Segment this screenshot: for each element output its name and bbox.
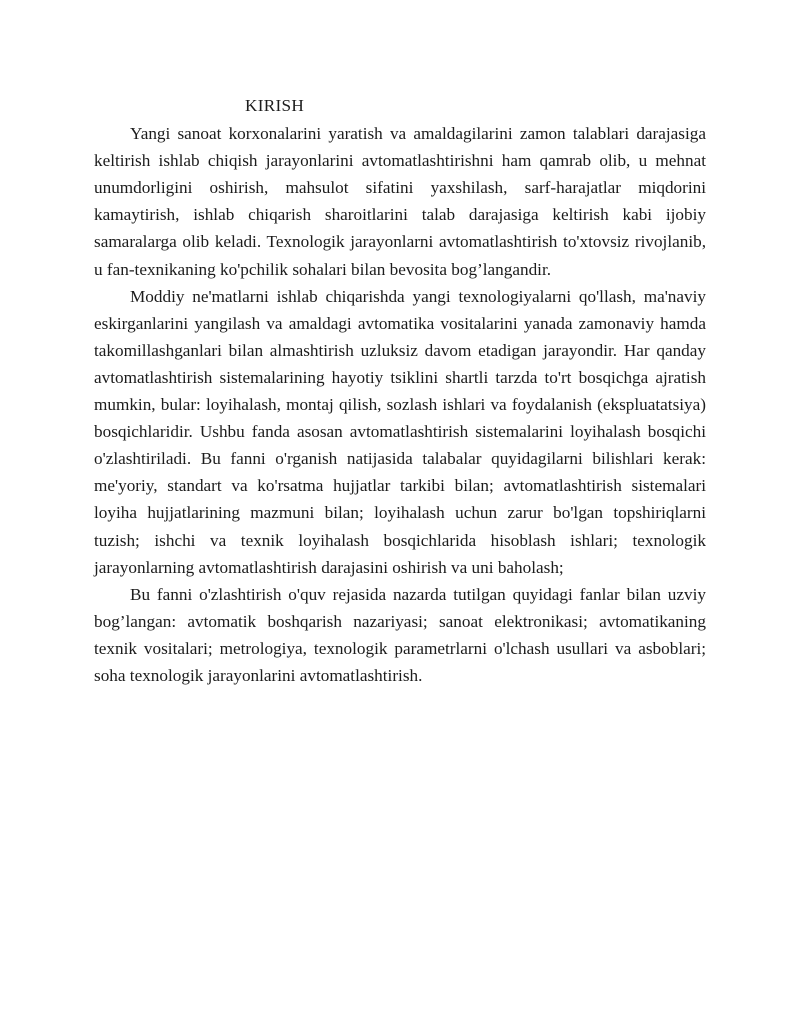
- paragraph-related-subjects: Bu fanni o'zlashtirish o'quv rejasida nazarda tutilgan quyidagi fanlar bilan uzviy bog’langan: avtomatik boshqarish nazariyasi; sanoat elektronikasi; avtomatikaning texnik vositalari; metrologiya, texnologik parametrlarni o'lchash usullari va asboblari; soha texnologik jarayonlarini avtomatlashtirish.: [94, 584, 706, 685]
- paragraph-intro: Yangi sanoat korxonalarini yaratish va amaldagilarini zamon talablari darajasiga keltirish ishlab chiqish jarayonlarini avtomatlashtirishni ham qamrab olib, u mehnat unumdorligini oshirish, mahsulot sifatini yaxshilash, sarf-harajatlar miqdorini kamaytirish, ishlab chiqarish sharoitlarini talab darajasiga keltirish kabi ijobiy samaralarga olib keladi. Texnologik jarayonlarni avtomatlashtirish to'xtovsiz rivojlanib, u fan-texnikaning ko'pchilik sohalari bilan bevosita bog’langandir.: [94, 124, 706, 279]
- document-body: [94, 92, 706, 689]
- paragraph-lifecycle: Moddiy ne'matlarni ishlab chiqarishda yangi texnologiyalarni qo'llash, ma'naviy eskirganlarini yangilash va amaldagi avtomatika vositalarini yanada zamonaviy hamda takomillashganlari bilan almashtirish uzluksiz davom etadigan jarayondir. Har qanday avtomatlashtirish sistemalarining hayotiy tsiklini shartli tarzda to'rt bosqichga ajratish mumkin, bular: loyihalash, montaj qilish, sozlash ishlari va foydalanish (ekspluatatsiya) bosqichlaridir. Ushbu fanda asosan avtomatlashtirish sistemalarini loyihalash bosqichi o'zlashtiriladi. Bu fanni o'rganish natijasida talabalar quyidagilarni bilishlari kerak: me'yoriy, standart va ko'rsatma hujjatlar tarkibi bilan; avtomatlashtirish sistemalari loyiha hujjatlarining mazmuni bilan; loyihalash uchun zarur bo'lgan topshiriqlarni tuzish; ishchi va texnik loyihalash bosqichlarida hisoblash ishlari; texnologik jarayonlarning avtomatlashtirish darajasini oshirish va uni baholash;: [94, 286, 706, 577]
- document-title: KIRISH: [245, 96, 305, 115]
